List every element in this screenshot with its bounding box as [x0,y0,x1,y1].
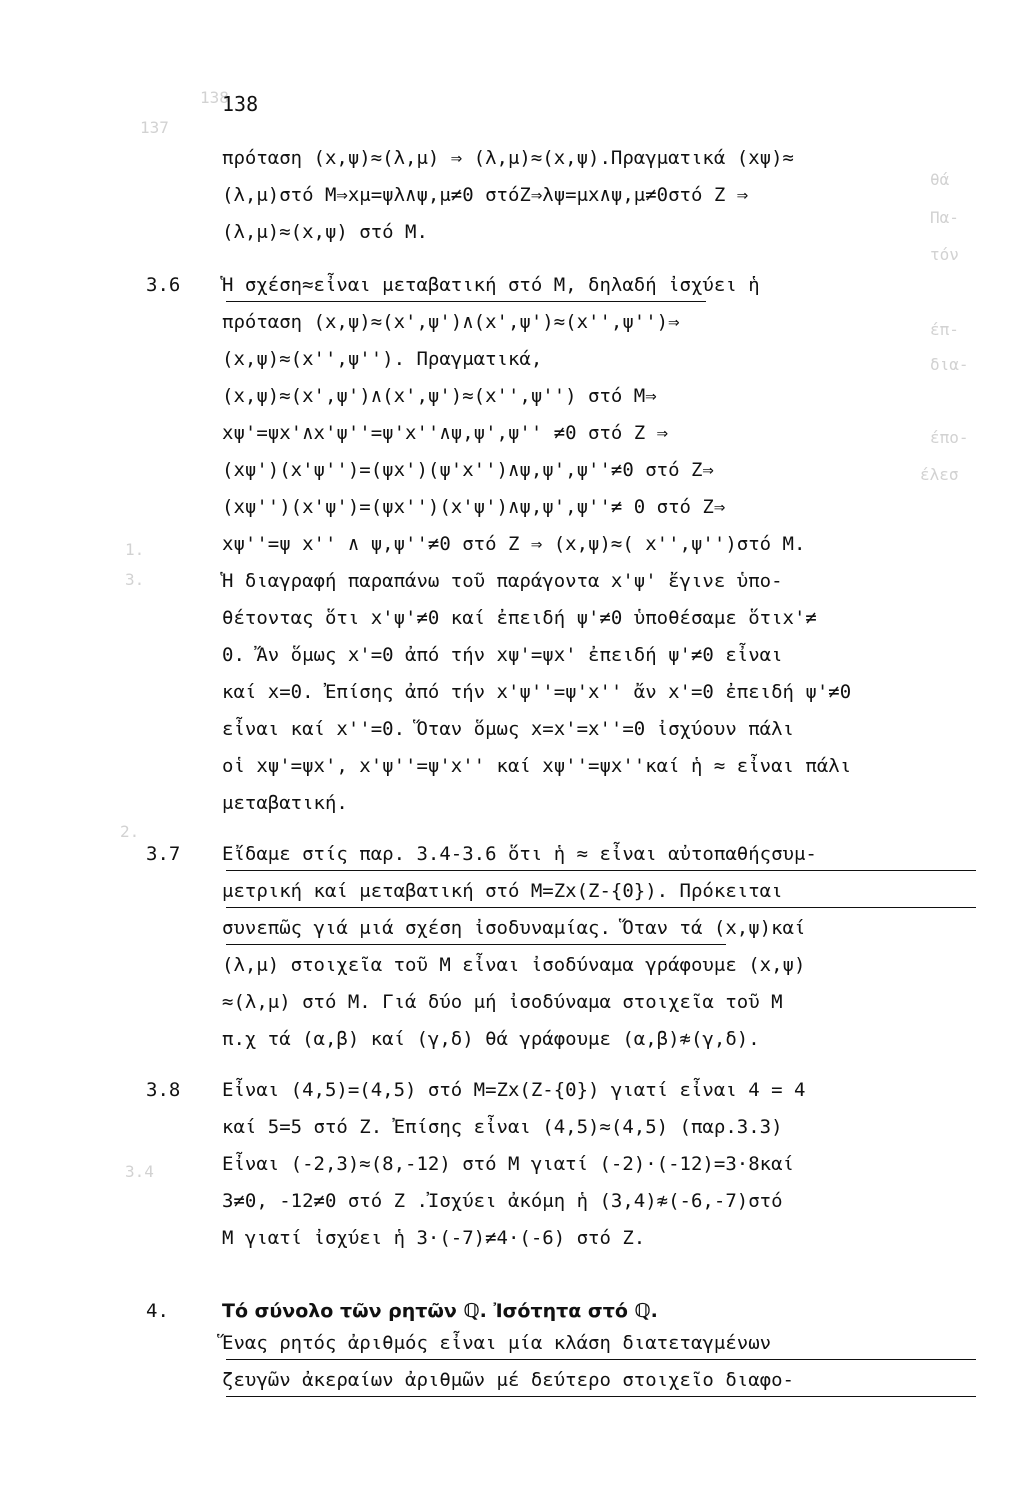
text-line: καί 5=5 στό Z. Ἐπίσης εἶναι (4,5)≈(4,5) (παρ.3.3) [222,1116,783,1138]
bleed-text: 2. [120,822,140,841]
underline [226,1359,976,1360]
text-line: Ἡ διαγραφή παραπάνω τοῦ παράγοντα x'ψ' ἔγινε ὑπο- [222,570,783,592]
text-line: Εἶναι (4,5)=(4,5) στό M=Zx(Z-{0}) γιατί εἶναι 4 = 4 [222,1079,806,1101]
text-line: Εἴδαμε στίς παρ. 3.4-3.6 ὅτι ἡ ≈ εἶναι αὐτοπαθήςσυμ- [222,843,817,865]
text-line: (x,ψ)≈(x',ψ')∧(x',ψ')≈(x'',ψ'') στό M⇒ [222,385,657,407]
text-line: οἱ xψ'=ψx', x'ψ''=ψ'x'' καί xψ''=ψx''καί ἡ ≈ εἶναι πάλι [222,755,852,777]
text-line: (x,ψ)≈(x'',ψ''). Πραγματικά, [222,348,543,370]
text-line: εἶναι καί x''=0. Ὅταν ὅμως x=x'=x''=0 ἰσχύουν πάλι [222,718,794,740]
text-line: (λ,μ)στό M⇒xμ=ψλ∧ψ,μ≠0 στόZ⇒λψ=μx∧ψ,μ≠0στό Z ⇒ [222,184,749,206]
bleed-text: δια- [930,355,969,374]
text-line: συνεπῶς γιά μιά σχέση ἰσοδυναμίας. Ὅταν τά (x,ψ)καί [222,917,806,939]
text-line: μετρική καί μεταβατική στό M=Zx(Z-{0}). Πρόκειται [222,880,783,902]
text-line: μεταβατική. [222,792,348,814]
bleed-text: 138 [200,88,229,107]
bleed-text: έπο- [930,428,969,447]
underline [226,870,976,871]
underline [226,301,706,302]
section-heading: Τό σύνολο τῶν ρητῶν ℚ. Ἰσότητα στό ℚ. [222,1300,658,1322]
bleed-text: έπ- [930,320,959,339]
text-line: ζευγῶν ἀκεραίων ἀριθμῶν μέ δεύτερο στοιχεῖο διαφο- [222,1369,794,1391]
text-line: (xψ')(x'ψ'')=(ψx')(ψ'x'')∧ψ,ψ',ψ''≠0 στό Z⇒ [222,459,714,481]
text-line: M γιατί ἰσχύει ἡ 3·(-7)≠4·(-6) στό Z. [222,1227,646,1249]
bleed-text: Πα- [930,208,959,227]
underline [226,907,976,908]
text-line: xψ'=ψx'∧x'ψ''=ψ'x''∧ψ,ψ',ψ'' ≠0 στό Z ⇒ [222,422,669,444]
bleed-text: τόν [930,245,959,264]
bleed-text: έλεσ [920,465,959,484]
text-line: πρόταση (x,ψ)≈(x',ψ')∧(x',ψ')≈(x'',ψ'')⇒ [222,311,680,333]
bleed-text: θά [930,170,950,189]
bleed-text: 3. [125,570,145,589]
text-line: καί x=0. Ἐπίσης ἀπό τήν x'ψ''=ψ'x'' ἄν x'=0 ἐπειδή ψ'≠0 [222,681,852,703]
text-line: 3≠0, -12≠0 στό Z .Ἰσχύει ἀκόμη ἡ (3,4)≉(-6,-7)στό [222,1190,783,1212]
underline [226,944,726,945]
text-line: Ἡ σχέση≈εἶναι μεταβατική στό M, δηλαδή ἰσχύει ἡ [222,274,760,296]
section-number: 3.8 [146,1079,181,1101]
page-number: 138 [222,92,259,116]
section-number: 3.6 [146,274,181,296]
text-line: θέτοντας ὅτι x'ψ'≠0 καί ἐπειδή ψ'≠0 ὑποθέσαμε ὅτιx'≠ [222,607,817,629]
text-line: (xψ'')(x'ψ')=(ψx'')(x'ψ')∧ψ,ψ',ψ''≠ 0 στό Z⇒ [222,496,726,518]
text-line: π.χ τά (α,β) καί (γ,δ) θά γράφουμε (α,β)≉(γ,δ). [222,1028,760,1050]
text-line: xψ''=ψ x'' ∧ ψ,ψ''≠0 στό Z ⇒ (x,ψ)≈( x'',ψ'')στό M. [222,533,806,555]
section-number: 3.7 [146,843,181,865]
section-number: 4. [146,1300,169,1322]
text-line: 0. Ἄν ὅμως x'=0 ἀπό τήν xψ'=ψx' ἐπειδή ψ'≠0 εἶναι [222,644,783,666]
text-line: πρόταση (x,ψ)≈(λ,μ) ⇒ (λ,μ)≈(x,ψ).Πραγματικά (xψ)≈ [222,147,794,169]
text-line: (λ,μ)≈(x,ψ) στό M. [222,221,428,243]
bleed-text: 1. [125,540,145,559]
underline [226,1396,976,1397]
bleed-text: 3.4 [125,1162,154,1181]
text-line: ≈(λ,μ) στό M. Γιά δύο μή ἰσοδύναμα στοιχεῖα τοῦ M [222,991,783,1013]
text-line: Ἕνας ρητός ἀριθμός εἶναι μία κλάση διατεταγμένων [222,1332,772,1354]
bleed-text: 137 [140,118,169,137]
text-line: (λ,μ) στοιχεῖα τοῦ M εἶναι ἰσοδύναμα γράφουμε (x,ψ) [222,954,806,976]
text-line: Εἶναι (-2,3)≈(8,-12) στό M γιατί (-2)·(-12)=3·8καί [222,1153,794,1175]
